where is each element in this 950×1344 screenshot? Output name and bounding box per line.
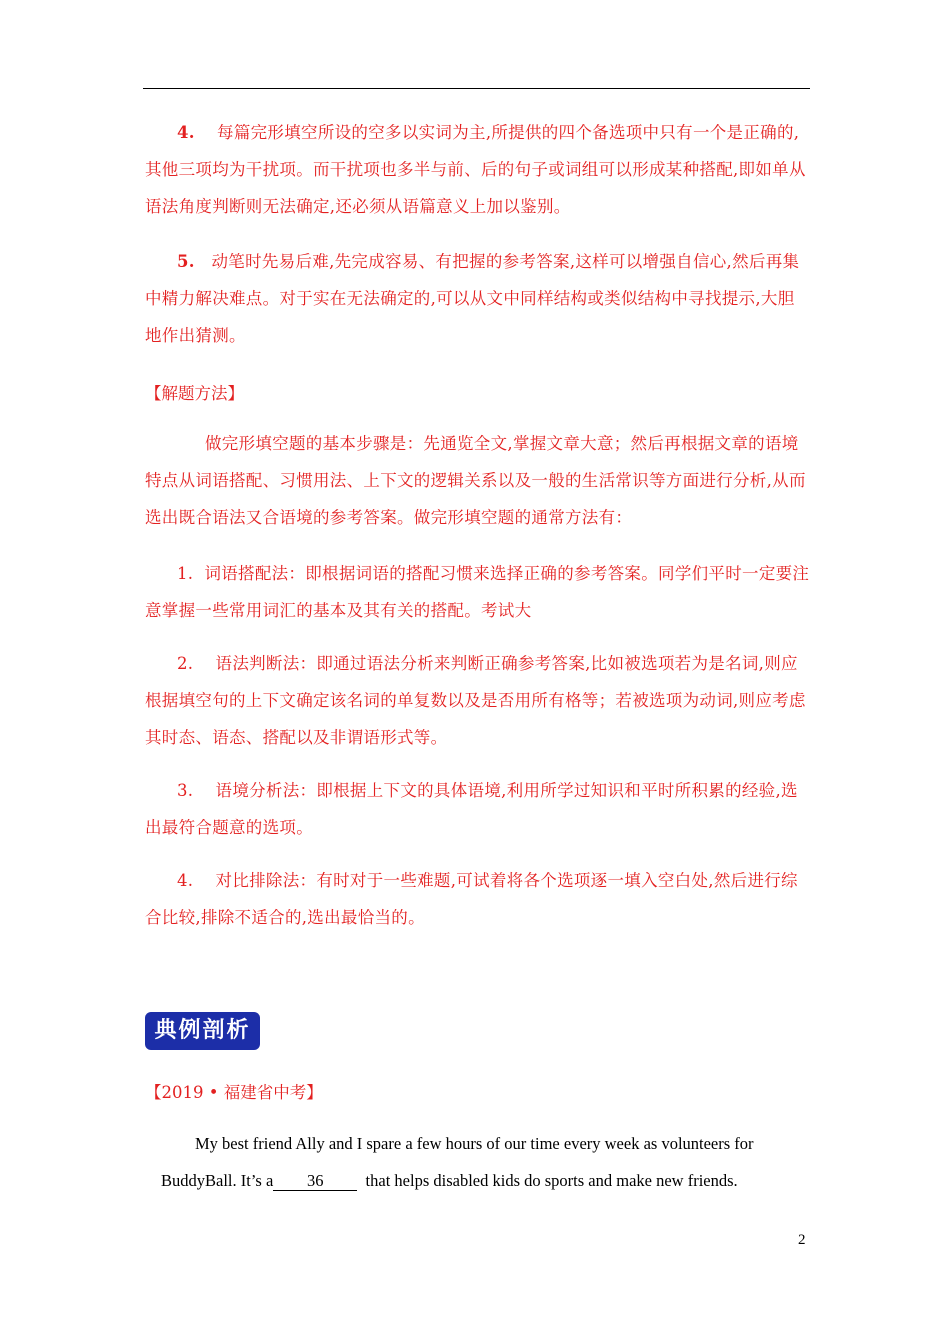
method-number: 2. <box>177 654 194 673</box>
passage-text: My best friend Ally and I spare a few hours of our time every week as volunteers for <box>195 1134 754 1153</box>
blank-36[interactable]: 36 <box>273 1172 357 1191</box>
tip-number: 5. <box>177 252 195 271</box>
method-number: 1. <box>177 564 194 583</box>
method-text: 词语搭配法：即根据词语的搭配习惯来选择正确的参考答案。同学们平时一定要注意掌握一些常用词汇的基本及其有关的搭配。考试大 <box>145 564 810 620</box>
tip-paragraph-4 <box>145 114 810 225</box>
tip-text: 动笔时先易后难,先完成容易、有把握的参考答案,这样可以增强自信心,然后再集中精力解决难点。对于实在无法确定的,可以从文中同样结构或类似结构中寻找提示,大胆地作出猜测。 <box>145 252 800 345</box>
method-heading: 【解题方法】 <box>145 384 244 403</box>
passage-text: that helps disabled kids do sports and make new friends. <box>365 1171 738 1190</box>
example-section-badge: 典例剖析 <box>145 1012 260 1050</box>
method-item-3 <box>145 772 810 846</box>
method-item-1 <box>145 555 810 629</box>
passage-line-1 <box>161 1125 801 1162</box>
method-intro-text: 做完形填空题的基本步骤是：先通览全文,掌握文章大意；然后再根据文章的语境特点从词语搭配、习惯用法、上下文的逻辑关系以及一般的生活常识等方面进行分析,从而选出既合语法又合语境的参考答案。做完形填空题的通常方法有： <box>145 434 806 527</box>
method-number: 3. <box>177 781 194 800</box>
method-number: 4. <box>177 871 194 890</box>
method-text: 对比排除法：有时对于一些难题,可试着将各个选项逐一填入空白处,然后进行综合比较,排除不适合的,选出最恰当的。 <box>145 871 798 927</box>
question-source: 【2019 • 福建省中考】 <box>145 1083 323 1102</box>
method-text: 语境分析法：即根据上下文的具体语境,利用所学过知识和平时所积累的经验,选出最符合题意的选项。 <box>145 781 798 837</box>
method-item-2 <box>145 645 810 756</box>
method-item-4 <box>145 862 810 936</box>
tip-text: 每篇完形填空所设的空多以实词为主,所提供的四个备选项中只有一个是正确的,其他三项均为干扰项。而干扰项也多半与前、后的句子或词组可以形成某种搭配,即如单从语法角度判断则无法确定,还必须从语篇意义上加以鉴别。 <box>145 123 806 216</box>
passage-text: BuddyBall. It’s a <box>161 1171 274 1190</box>
page-number: 2 <box>798 1232 806 1248</box>
tip-number: 4. <box>177 123 195 142</box>
tip-paragraph-5 <box>145 243 810 354</box>
method-intro <box>145 425 810 536</box>
method-text: 语法判断法：即通过语法分析来判断正确参考答案,比如被选项若为是名词,则应根据填空句的上下文确定该名词的单复数以及是否用所有格等；若被选项为动词,则应考虑其时态、语态、搭配以及非谓语形式等。 <box>145 654 806 747</box>
passage-line-2 <box>161 1162 801 1199</box>
header-rule <box>143 88 810 89</box>
